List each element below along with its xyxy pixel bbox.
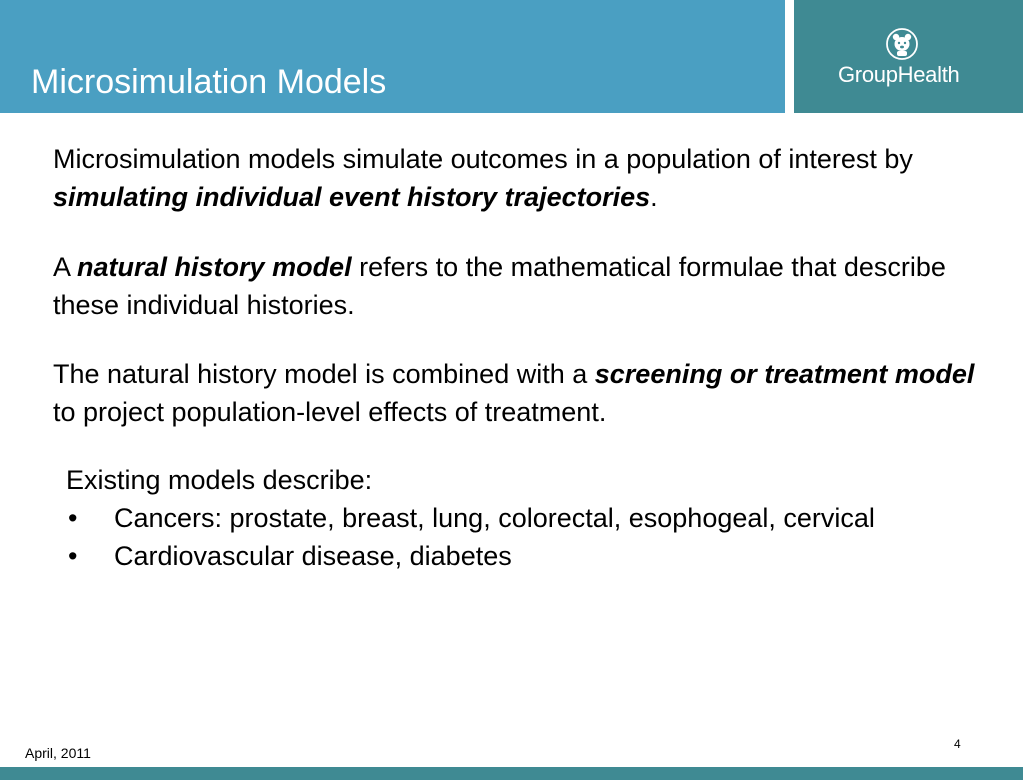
emphasis-text: natural history model [77,252,352,282]
paragraph-text: A [53,252,78,282]
existing-models-list [66,461,966,575]
list-intro: Existing models describe: [66,465,373,495]
logo-text: GroupHealth [838,62,960,87]
list-item [66,499,966,537]
list-item [66,537,966,575]
list-item-text: Cardiovascular disease, diabetes [114,541,512,571]
bullet-icon: • [68,503,78,533]
bullet-list [66,499,966,575]
paragraph-text: . [650,182,658,212]
paragraph-text: Microsimulation models simulate outcomes in a population of interest by [53,144,913,174]
footer-date: April, 2011 [25,745,91,761]
page-number: 4 [954,737,961,751]
paragraph-text: refers to the mathematical formulae that describe these individual histories. [53,252,946,320]
paragraph-microsimulation [53,140,998,216]
paragraph-combined-model [53,355,998,431]
emphasis-text: screening or treatment model [594,359,975,389]
bear-crest-icon [886,28,918,60]
list-item-text: Cancers: prostate, breast, lung, colorectal, esophogeal, cervical [114,503,875,533]
footer-bar [0,767,1023,780]
slide-title: Microsimulation Models [31,63,387,101]
paragraph-natural-history [53,248,998,324]
paragraph-text: to project population-level effects of treatment. [53,397,607,427]
paragraph-text: The natural history model is combined with a [53,359,595,389]
bullet-icon: • [68,541,78,571]
emphasis-text: simulating individual event history trajectories [53,182,651,212]
